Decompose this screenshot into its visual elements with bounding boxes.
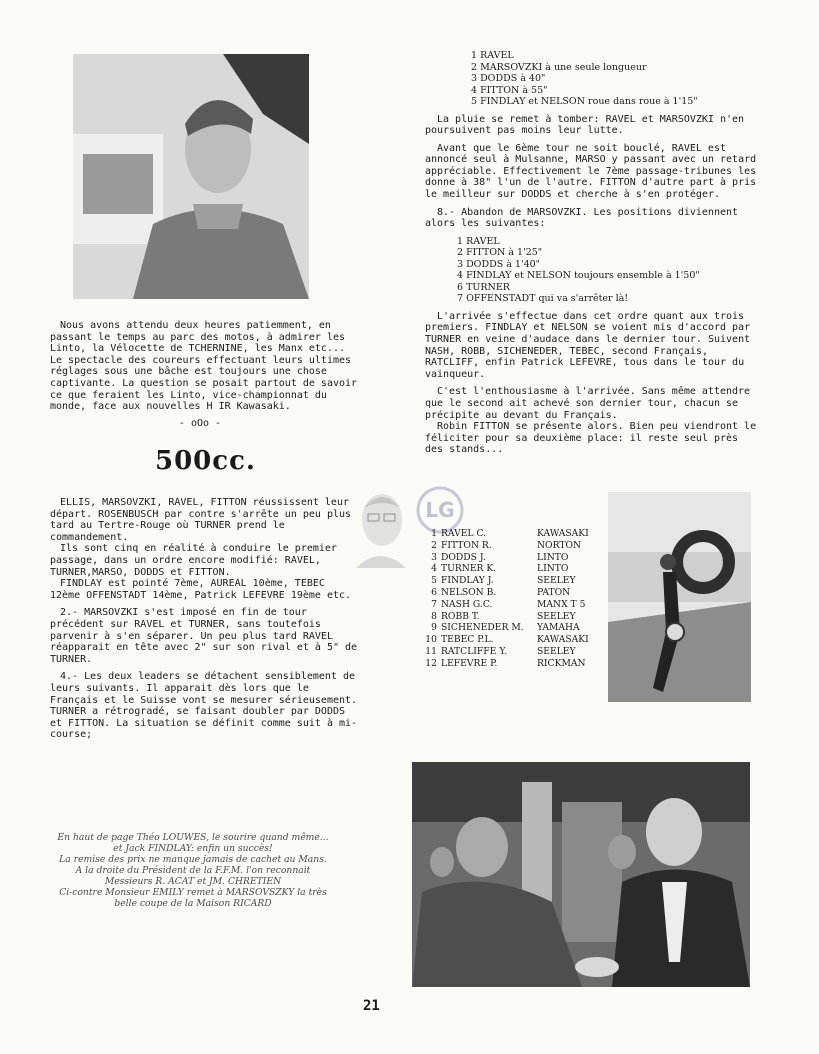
- paragraph: Robin FITTON se présente alors. Bien peu viendront le féliciter pour sa deuxième place: il reste seul près des stands...: [425, 421, 757, 456]
- caption-line: Ci-contre Monsieur EMILY remet à MARSOVSZKY la très: [59, 887, 327, 898]
- result-make: KAWASAKI: [537, 634, 589, 646]
- paragraph: L'arrivée s'effectue dans cet ordre quant aux trois premiers. FINDLAY et NELSON se voient mis d'accord par TURNER en veine d'audace dans le dernier tour. Suivent NASH, ROBB, SICHENEDER, TEBEC, second Français, RATCLIFF, enfin Patrick LEFEVRE, tous dans le tour du vainqueur.: [425, 310, 751, 380]
- result-name: NELSON B.: [441, 586, 497, 598]
- result-pos: 3: [431, 551, 437, 563]
- standings-list-1: [471, 50, 760, 108]
- list-item: 3 DODDS à 40": [471, 73, 546, 84]
- standings-list-2: [457, 236, 760, 305]
- photo-caption: [28, 832, 358, 909]
- result-make: SEELEY: [537, 610, 576, 622]
- result-pos: 1: [431, 528, 437, 539]
- photo-man-glasses: [350, 482, 410, 568]
- table-row: [425, 587, 595, 599]
- result-name: FITTON R.: [441, 539, 492, 551]
- table-row: [425, 599, 595, 611]
- intro-paragraph: Nous avons attendu deux heures patiemment, en passant le temps au parc des motos, à admirer les Linto, la Vélocette de TCHERNINE, les Manx etc... Le spectacle des coureurs effectuant leurs ultimes réglages sous une bâche est toujours une chose captivante. La question se posait partout de savoir ce que feraient les Linto, vice-championnat du monde, face aux nouvelles H IR Kawasaki.: [50, 320, 358, 413]
- result-name: LEFEVRE P.: [441, 657, 498, 669]
- list-item: 4 FINDLAY et NELSON toujours ensemble à 1'50": [457, 270, 700, 282]
- list-item: 2 MARSOVZKI à une seule longueur: [471, 61, 647, 73]
- table-row: [425, 563, 595, 575]
- result-name: NASH G.C.: [441, 598, 493, 610]
- result-pos: 8: [431, 610, 437, 622]
- caption-line: A la droite du Président de la F.F.M. l'on reconnait: [75, 865, 311, 876]
- page-number: 21: [363, 998, 380, 1014]
- photo-prize-ceremony: [412, 762, 750, 987]
- result-pos: 7: [431, 598, 437, 610]
- result-make: KAWASAKI: [537, 528, 589, 539]
- result-pos: 11: [425, 645, 437, 657]
- paragraph: 2.- MARSOVZKI s'est imposé en fin de tour précédent sur RAVEL et TURNER, sans toutefois parvenir à s'en séparer. Un peu plus tard RAVEL réapparait en tête avec 2" sur son rival et à 5" de TURNER.: [50, 607, 358, 665]
- list-item: 1 RAVEL: [457, 235, 500, 247]
- table-row: [425, 540, 595, 552]
- paragraph: C'est l'enthousiasme à l'arrivée. Sans même attendre que le second ait achevé son dernier tour, chacun se précipite au devant du Français.: [425, 386, 751, 421]
- result-pos: 4: [431, 563, 437, 575]
- article-left-column: [50, 497, 360, 741]
- article-right-column: [425, 50, 760, 456]
- caption-line: Messieurs R. ACAT et JM. CHRETIEN: [104, 876, 282, 887]
- result-name: TURNER K.: [441, 563, 497, 575]
- caption-line: et Jack FINDLAY: enfin un succès!: [113, 843, 273, 854]
- result-make: YAMAHA: [537, 622, 580, 634]
- result-pos: 9: [431, 622, 437, 634]
- paragraph: ELLIS, MARSOVZKI, RAVEL, FITTON réussissent leur départ. ROSENBUSCH par contre s'arrête un peu plus tard au Tertre-Rouge où TURNER prend le commandement.: [50, 497, 352, 543]
- section-separator: - oOo -: [178, 418, 222, 429]
- result-make: LINTO: [537, 551, 569, 563]
- result-pos: 2: [431, 539, 437, 551]
- result-make: LINTO: [537, 563, 569, 575]
- paragraph: La pluie se remet à tomber: RAVEL et MARSOVZKI n'en poursuivent pas moins leur lutte.: [425, 113, 745, 137]
- result-make: RICKMAN: [537, 657, 586, 669]
- table-row: [425, 575, 595, 587]
- result-name: FINDLAY J.: [441, 575, 494, 587]
- result-name: RAVEL C.: [441, 528, 487, 539]
- table-row: [425, 622, 595, 634]
- result-make: SEELEY: [537, 575, 576, 587]
- result-name: ROBB T.: [441, 610, 480, 622]
- paragraph: Ils sont cinq en réalité à conduire le premier passage, dans un ordre encore modifié: RAVEL, TURNER,MARSO, DODDS et FITTON.: [50, 543, 337, 578]
- result-make: SEELEY: [537, 645, 576, 657]
- table-row: [425, 634, 595, 646]
- paragraph: 4.- Les deux leaders se détachent sensiblement de leurs suivants. Il apparait dès lors que le Français et le Suisse vont se mesurer sérieusement. TURNER a rétrogradé, se faisant doubler par DODDS et FITTON. La situation se définit comme suit à mi-course;: [50, 671, 358, 741]
- table-row: [425, 658, 595, 670]
- paragraph: FINDLAY est pointé 7ème, AUREAL 10ème, TEBEC 12ème OFFENSTADT 14ème, Patrick LEFEVRE 19ème etc.: [50, 578, 352, 601]
- photo-rider-portrait: [73, 54, 309, 299]
- section-heading: 500cc.: [155, 446, 256, 476]
- table-row: [425, 552, 595, 564]
- result-pos: 10: [425, 634, 437, 646]
- list-item: 7 OFFENSTADT qui va s'arrêter là!: [457, 293, 629, 305]
- result-pos: 5: [431, 575, 437, 587]
- paragraph: 8.- Abandon de MARSOVZKI. Les positions diviennent alors les suivantes:: [425, 206, 739, 230]
- result-make: MANX T 5: [537, 598, 586, 610]
- result-name: RATCLIFFE Y.: [441, 645, 508, 657]
- table-row: [425, 646, 595, 658]
- list-item: 4 FITTON à 55": [471, 84, 548, 96]
- result-name: DODDS J.: [441, 551, 486, 563]
- table-row: [425, 611, 595, 623]
- list-item: 6 TURNER: [457, 281, 510, 293]
- list-item: 3 DODDS à 1'40": [457, 258, 541, 270]
- caption-line: belle coupe de la Maison RICARD: [114, 898, 272, 909]
- result-name: TEBEC P.L.: [441, 634, 494, 646]
- paragraph: Avant que le 6ème tour ne soit bouclé, RAVEL est annoncé seul à Mulsanne, MARSO y passant avec un retard appréciable. Effectivement le 7ème passage-tribunes les donne à 38" l'un de l'autre. FITTON d'autre part à pris le meilleur sur DODDS et cherche à s'en protéger.: [425, 142, 757, 201]
- list-item: 2 FITTON à 1'25": [457, 247, 543, 259]
- photo-rider-wreath: [608, 492, 751, 702]
- result-name: SICHENEDER M.: [441, 622, 524, 634]
- table-row: [425, 528, 595, 540]
- caption-line: En haut de page Théo LOUWES, le sourire quand même...: [57, 832, 329, 843]
- result-make: PATON: [537, 586, 571, 598]
- list-item: 1 RAVEL: [471, 50, 514, 61]
- list-item: 5 FINDLAY et NELSON roue dans roue à 1'15": [471, 96, 698, 107]
- result-pos: 6: [431, 586, 437, 598]
- logo-text: LG: [425, 498, 455, 522]
- caption-line: La remise des prix ne manque jamais de cachet au Mans.: [59, 854, 327, 865]
- result-make: NORTON: [537, 539, 582, 551]
- results-table: [425, 528, 595, 670]
- result-pos: 12: [425, 657, 437, 669]
